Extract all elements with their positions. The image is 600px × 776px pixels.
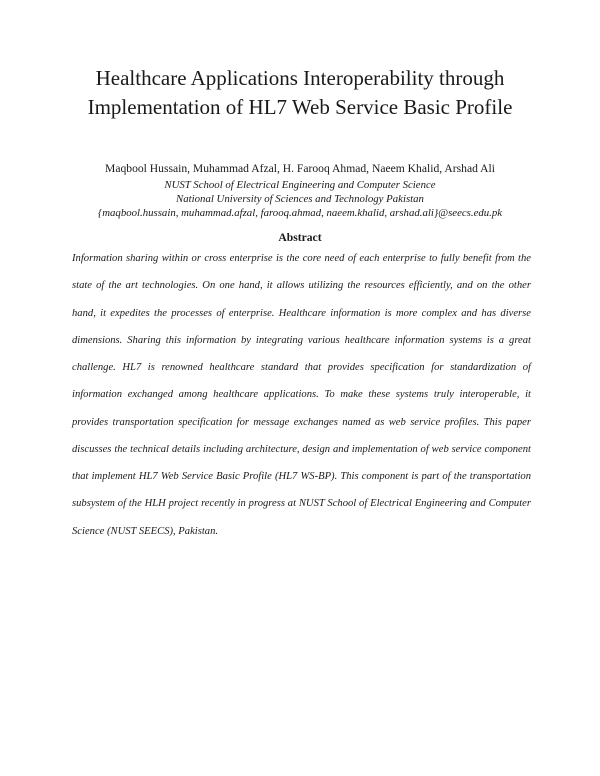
author-list: Maqbool Hussain, Muhammad Afzal, H. Farooq Ahmad, Naeem Khalid, Arshad Ali [105,162,495,175]
affiliation-school: NUST School of Electrical Engineering and Computer Science [164,179,436,191]
author-emails: {maqbool.hussain, muhammad.afzal, farooq.ahmad, naeem.khalid, arshad.ali}@seecs.edu.pk [97,207,503,219]
paper-title: Healthcare Applications Interoperability through Implementation of HL7 Web Service Basic Profile [87,66,513,119]
affiliation-university: National University of Sciences and Technology Pakistan [176,193,424,205]
abstract-heading: Abstract [278,231,322,244]
abstract-text: Information sharing within or cross enterprise is the core need of each enterprise to fully benefit from the state of the art technologies. On one hand, it allows utilizing the resources efficiently, and on the other hand, it expedites the processes of enterprise. Healthcare information is more complex and has diverse dimensions. Sharing this information by integrating various healthcare information systems is a great challenge. HL7 is renowned healthcare standard that provides specification for standardization of information exchanged among healthcare applications. To make these systems truly interoperable, it provides transportation specification for message exchanges named as web service profiles. This paper discusses the technical details including architecture, design and implementation of web service component that implement HL7 Web Service Basic Profile (HL7 WS-BP). This component is part of the transportation subsystem of the HLH project recently in progress at NUST School of Electrical Engineering and Computer Science (NUST SEECS), Pakistan. [72,253,531,537]
